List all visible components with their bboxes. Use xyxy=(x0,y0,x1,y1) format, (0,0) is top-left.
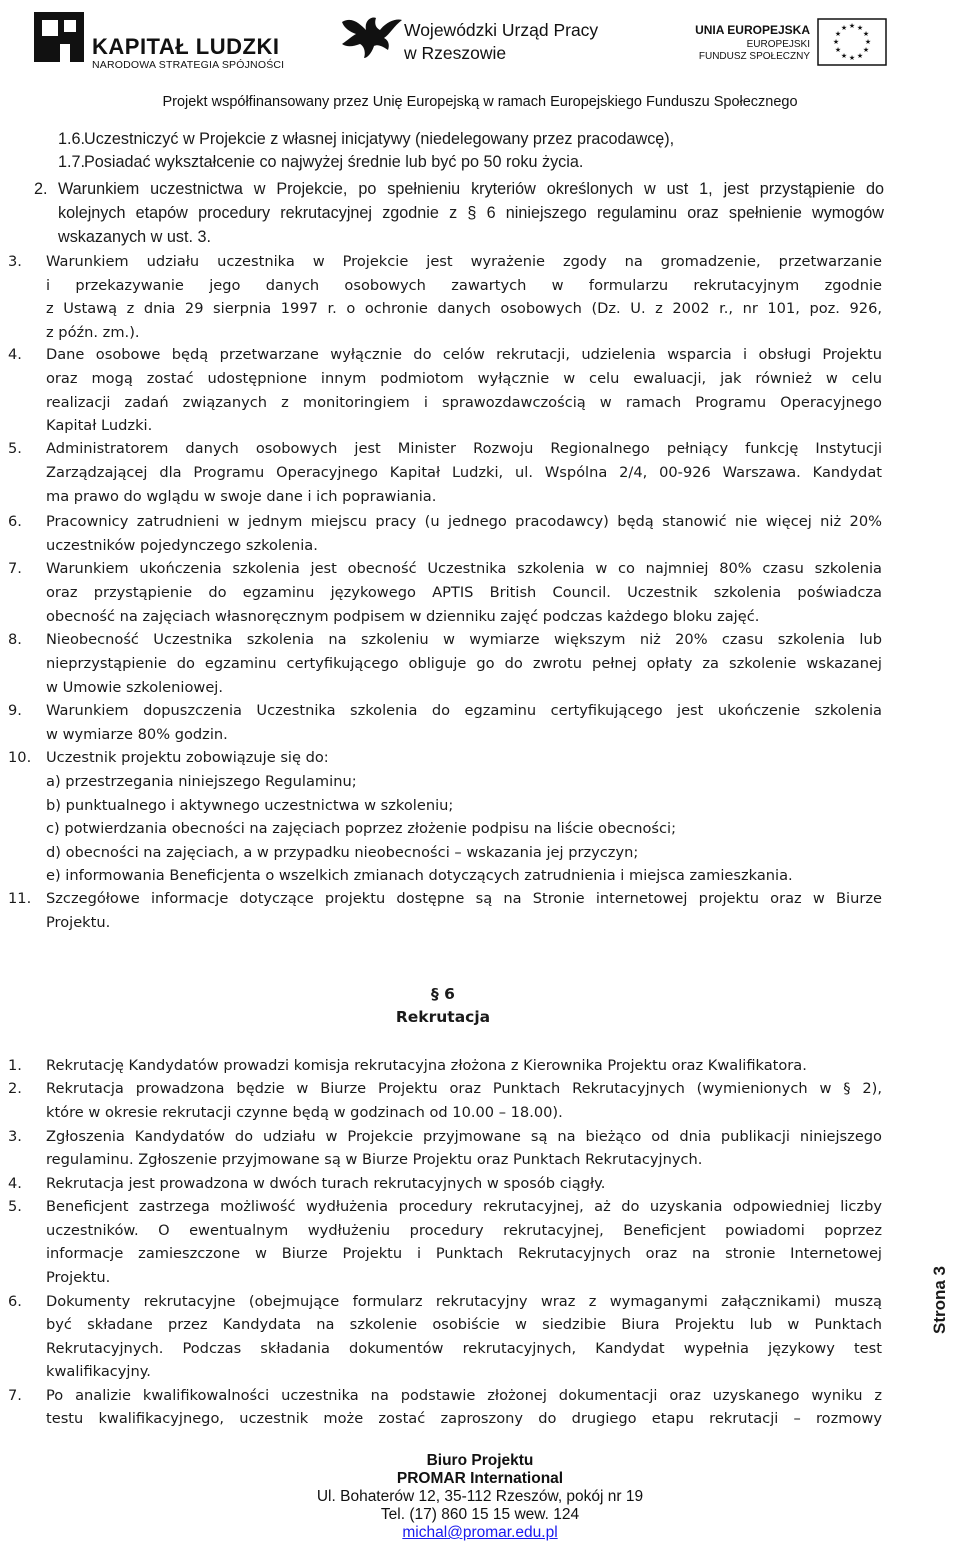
item-text: nieprzystąpienie do egzaminu certyfikującego obliguje go do zwrotu pełnej opłaty za szkolenie wskazanej xyxy=(46,655,882,672)
item-number: 2. xyxy=(8,1080,22,1097)
eagle-icon xyxy=(338,14,404,60)
wup-name-line1: Wojewódzki Urząd Pracy xyxy=(404,20,599,40)
item-number: 7. xyxy=(8,1387,22,1404)
item-text: uczestników. O ewentualnym wydłużeniu procedury rekrutacyjnej, Beneficjent powiadomi poprzez xyxy=(46,1222,882,1239)
item-number: 8. xyxy=(8,631,22,648)
item-text: i przekazywanie jego danych osobowych zawartych w formularzu rekrutacyjnym zgodnie xyxy=(46,277,882,294)
footer-email-link[interactable]: michal@promar.edu.pl xyxy=(402,1524,558,1541)
item-text: Nieobecność Uczestnika szkolenia na szkoleniu w wymiarze większym niż 20% czasu szkolenia lub xyxy=(46,631,882,648)
item-text: z Ustawą z dnia 29 sierpnia 1997 r. o ochronie danych osobowych (Dz. U. z 2002 r., nr 101, poz. 926, xyxy=(46,300,882,317)
wup-logo xyxy=(338,12,638,68)
sub-item: a) przestrzegania niniejszego Regulaminu; xyxy=(46,773,357,790)
item-text: Warunkiem udziału uczestnika w Projekcie jest wyrażenie zgody na gromadzenie, przetwarzanie xyxy=(46,253,882,270)
item-text: kwalifikacyjny. xyxy=(46,1363,151,1380)
eu-line3: FUNDUSZ SPOŁECZNY xyxy=(698,51,810,62)
eu-line2: EUROPEJSKI xyxy=(746,39,810,50)
footer-phone: Tel. (17) 860 15 15 wew. 124 xyxy=(380,1506,580,1523)
item-text: obecność na zajęciach własnoręcznym podpisem w dzienniku zajęć podczas każdego bloku zajęć. xyxy=(46,608,760,625)
item-text: Szczegółowe informacje dotyczące projektu dostępne są na Stronie internetowej projektu oraz w Biurze xyxy=(46,890,882,907)
item-text: oraz przystąpienie do egzaminu językowego APTIS British Council. Uczestnik szkolenia poświadcza xyxy=(46,584,882,601)
item-text: Rekrutacja jest prowadzona w dwóch turach rekrutacyjnych w sposób ciągły. xyxy=(46,1175,606,1192)
item-text: Uczestniczyć w Projekcie z własnej inicjatywy (niedelegowany przez pracodawcę), xyxy=(84,130,675,148)
svg-text:★: ★ xyxy=(864,38,872,46)
item-number: 9. xyxy=(8,702,22,719)
item-text: Zgłoszenia Kandydatów do udziału w Projekcie przyjmowane są na bieżąco od dnia publikacji niniejszego xyxy=(46,1128,882,1145)
item-text: Warunkiem uczestnictwa w Projekcie, po spełnieniu kryteriów określonych w ust 1, jest przystąpienie do xyxy=(58,180,884,198)
item-text: informacje zamieszczone w Biurze Projektu i Punktach Rekrutacyjnych oraz na stronie Internetowej xyxy=(46,1245,882,1262)
svg-text:★: ★ xyxy=(856,24,864,32)
item-text: Posiadać wykształcenie co najwyżej średnie lub być po 50 roku życia. xyxy=(84,153,584,171)
svg-text:★: ★ xyxy=(862,30,870,38)
item-text: wskazanych w ust. 3. xyxy=(58,228,211,246)
item-text: Rekrutacja prowadzona będzie w Biurze Projektu oraz Punktach Rekrutacyjnych (wymienionych w § 2), xyxy=(46,1080,882,1097)
footer-address: Ul. Bohaterów 12, 35-112 Rzeszów, pokój nr 19 xyxy=(316,1488,644,1505)
item-number: 11. xyxy=(8,890,32,907)
item-number: 3. xyxy=(8,1128,22,1145)
item-number: 5. xyxy=(8,440,22,457)
eu-flag-icon xyxy=(817,18,887,66)
item-text: realizacji zadań związanych z monitoringiem i sprawozdawczością w ramach Programu Operacyjnego xyxy=(46,394,882,411)
item-number: 10. xyxy=(8,749,32,766)
footer-company: PROMAR International xyxy=(396,1470,564,1487)
sub-item: d) obecności na zajęciach, a w przypadku nieobecności – wskazania jej przyczyn; xyxy=(46,844,639,861)
svg-text:★: ★ xyxy=(832,38,840,46)
item-text: Beneficjent zastrzega możliwość wydłużenia procedury rekrutacyjnej, aż do uzyskania odpowiedniej liczby xyxy=(46,1198,882,1215)
kapital-ludzki-emblem-icon xyxy=(30,8,88,66)
svg-text:★: ★ xyxy=(840,52,848,60)
kl-subtitle: NARODOWA STRATEGIA SPÓJNOŚCI xyxy=(92,59,285,71)
page-number-side xyxy=(930,1265,960,1400)
item-number: 1.7. xyxy=(58,153,86,171)
item-text: Kapitał Ludzki. xyxy=(46,417,153,434)
item-number: 1.6. xyxy=(58,130,86,148)
section-number: § 6 xyxy=(431,985,455,1003)
item-text: kolejnych etapów procedury rekrutacyjnej zgodnie z § 6 niniejszego regulaminu oraz spełnienie wymogów xyxy=(58,204,884,222)
kapital-ludzki-logo xyxy=(30,8,285,71)
item-text: oraz mogą zostać udostępnione innym podmiotom wyłącznie w celu ewaluacji, jak również w celu xyxy=(46,370,882,387)
eu-logo xyxy=(690,18,940,68)
sub-item: b) punktualnego i aktywnego uczestnictwa w szkoleniu; xyxy=(46,797,454,814)
item-text: w Umowie szkoleniowej. xyxy=(46,679,224,696)
item-text: Zarządzającej dla Programu Operacyjnego Kapitał Ludzki, ul. Wspólna 2/4, 00-926 Warszawa. Kandydat xyxy=(46,464,882,481)
eu-line1: UNIA EUROPEJSKA xyxy=(695,23,810,37)
item-text: regulaminu. Zgłoszenie przyjmowane są w Biurze Projektu oraz Punktach Rekrutacyjnych. xyxy=(46,1151,703,1168)
svg-text:★: ★ xyxy=(848,54,856,62)
item-text: które w okresie rekrutacji czynne będą w godzinach od 10.00 – 18.00). xyxy=(46,1104,563,1121)
item-number: 3. xyxy=(8,253,22,270)
cofinancing-note: Projekt współfinansowany przez Unię Europejską w ramach Europejskiego Funduszu Społecznego xyxy=(162,94,798,110)
item-text: Rekrutację Kandydatów prowadzi komisja rekrutacyjna złożona z Kierownika Projektu oraz Kwalifikatora. xyxy=(46,1057,807,1074)
kl-name: KAPITAŁ LUDZKI xyxy=(92,34,280,59)
wup-name-line2: w Rzeszowie xyxy=(404,43,507,63)
item-text: ma prawo do wglądu w swoje dane i ich poprawiania. xyxy=(46,488,437,505)
item-text: Projektu. xyxy=(46,1269,111,1286)
svg-text:★: ★ xyxy=(862,46,870,54)
svg-text:★: ★ xyxy=(834,30,842,38)
item-text: w wymiarze 80% godzin. xyxy=(46,726,228,743)
item-text: testu kwalifikacyjnego, uczestnik może zostać zaproszony do drugiego etapu rekrutacji – rozmowy xyxy=(46,1410,882,1427)
item-text: Rekrutacyjnych. Podczas składania dokumentów rekrutacyjnych, Kandydat wypełnia językowy test xyxy=(46,1340,882,1357)
item-number: 5. xyxy=(8,1198,22,1215)
page-header xyxy=(0,0,960,118)
item-number: 4. xyxy=(8,1175,22,1192)
item-text: Warunkiem dopuszczenia Uczestnika szkolenia do egzaminu certyfikującego jest ukończenie szkolenia xyxy=(46,702,882,719)
item-text: Uczestnik projektu zobowiązuje się do: xyxy=(46,749,329,766)
item-text: uczestników pojedynczego szkolenia. xyxy=(46,537,318,554)
item-text: Dane osobowe będą przetwarzane wyłącznie do celów rekrutacji, udzielenia wsparcia i obsługi Projektu xyxy=(46,346,882,363)
item-number: 4. xyxy=(8,346,22,363)
item-number: 6. xyxy=(8,513,22,530)
item-number: 2. xyxy=(34,180,48,198)
item-number: 1. xyxy=(8,1057,22,1074)
sub-item: c) potwierdzania obecności na zajęciach poprzez złożenie podpisu na liście obecności; xyxy=(46,820,676,837)
svg-text:★: ★ xyxy=(856,52,864,60)
svg-text:★: ★ xyxy=(848,22,856,30)
item-text: być składane przez Kandydata na szkolenie osobiście w siedzibie Biura Projektu lub w Punktach xyxy=(46,1316,882,1333)
svg-text:★: ★ xyxy=(834,46,842,54)
item-text: Administratorem danych osobowych jest Minister Rozwoju Regionalnego pełniący funkcję Instytucji xyxy=(46,440,882,457)
item-text: Dokumenty rekrutacyjne (obejmujące formularz rekrutacyjny wraz z wymaganymi załącznikami) muszą xyxy=(46,1293,882,1310)
svg-text:★: ★ xyxy=(840,24,848,32)
item-text: Warunkiem ukończenia szkolenia jest obecność Uczestnika szkolenia w co najmniej 80% czasu szkolenia xyxy=(46,560,882,577)
item-text: Projektu. xyxy=(46,914,111,931)
section-title: Rekrutacja xyxy=(395,1008,491,1026)
footer-office: Biuro Projektu xyxy=(426,1452,534,1469)
item-text: Po analizie kwalifikowalności uczestnika na podstawie złożonej dokumentacji oraz uzyskanego wyniku z xyxy=(46,1387,882,1404)
item-number: 7. xyxy=(8,560,22,577)
item-text: Pracownicy zatrudnieni w jednym miejscu pracy (u jednego pracodawcy) będą stanowić nie więcej niż 20% xyxy=(46,513,882,530)
sub-item: e) informowania Beneficjenta o wszelkich zmianach dotyczących zatrudnienia i miejsca zamieszkania. xyxy=(46,867,793,884)
item-number: 6. xyxy=(8,1293,22,1310)
page-label: Strona 3 xyxy=(930,1265,949,1335)
page-footer xyxy=(0,1452,960,1542)
item-text: z późn. zm.). xyxy=(46,324,140,341)
